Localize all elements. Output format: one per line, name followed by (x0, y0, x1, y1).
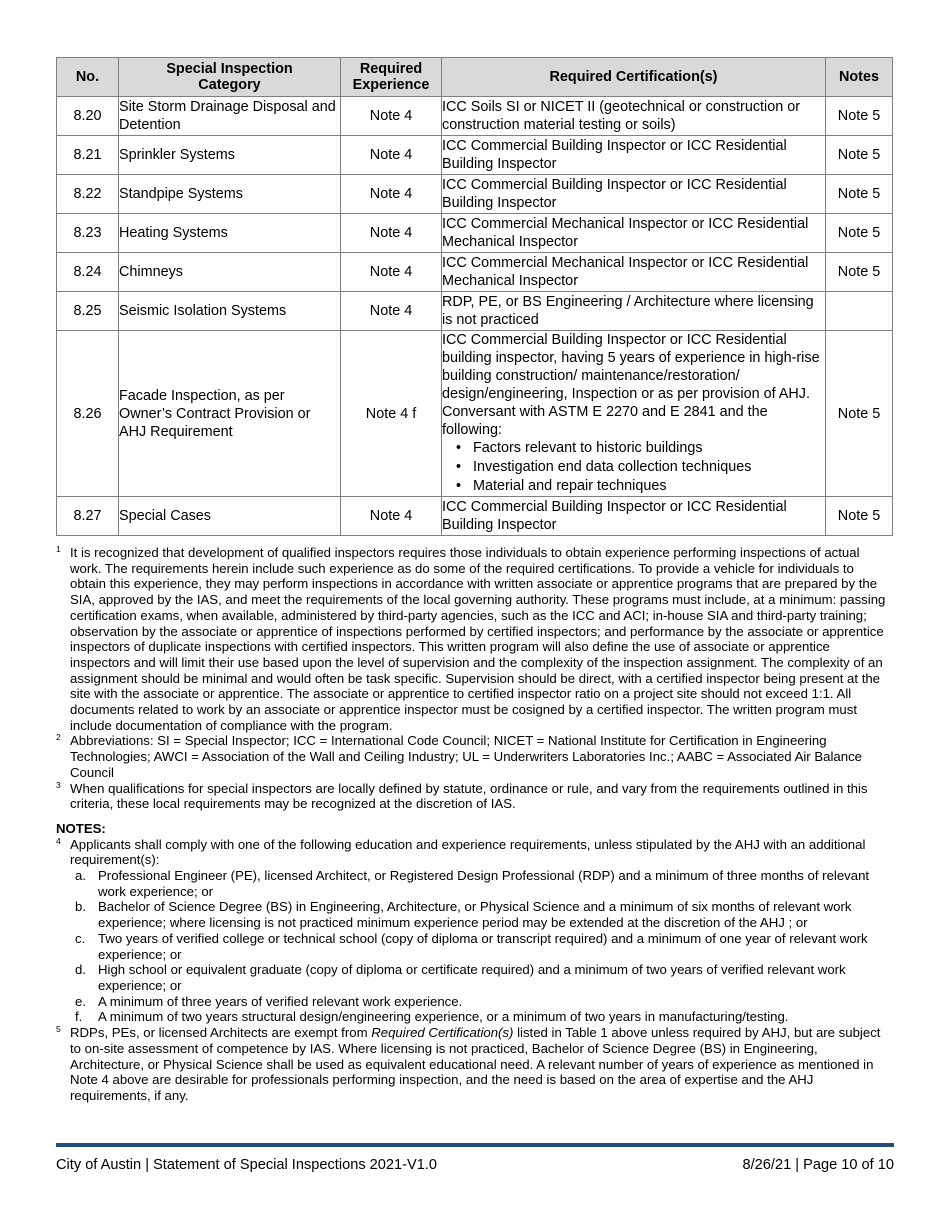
footer-rule (56, 1143, 894, 1147)
table-row (57, 214, 893, 253)
row-certification (442, 331, 826, 497)
row-certification: ICC Commercial Building Inspector or ICC Residential Building Inspector (442, 175, 826, 214)
row-no: 8.24 (57, 253, 119, 292)
header-category: Special Inspection Category (119, 58, 341, 97)
certification-text: ICC Commercial Building Inspector or ICC Residential building inspector, having 5 years of experience in high-rise building construction/ maintenance/restoration/ design/engineering, Inspection or as per provision of AHJ. Conversant with ASTM E 2270 and E 2841 and the following: (442, 332, 820, 438)
note-marker: 5 (56, 1024, 61, 1035)
footnotes (56, 545, 892, 1104)
row-certification: ICC Commercial Building Inspector or ICC Residential Building Inspector (442, 497, 826, 536)
header-experience: Required Experience (341, 58, 442, 97)
table-row (57, 175, 893, 214)
list-item-text: Two years of verified college or technical school (copy of diploma or transcript required) and a minimum of one year of relevant work experience; or (98, 930, 868, 962)
header-no: No. (57, 58, 119, 97)
row-no: 8.21 (57, 136, 119, 175)
row-no: 8.25 (57, 292, 119, 331)
row-notes: Note 5 (826, 497, 893, 536)
certification-bullet-list (442, 439, 825, 496)
footnote-1 (56, 545, 892, 733)
footer-document-title: City of Austin | Statement of Special Inspections 2021-V1.0 (56, 1157, 438, 1173)
note-marker: 4 (56, 835, 61, 846)
row-notes: Note 5 (826, 214, 893, 253)
list-item (70, 994, 892, 1010)
list-item (70, 1009, 892, 1025)
row-category: Chimneys (119, 253, 341, 292)
list-letter: c. (75, 930, 86, 946)
footnote-marker: 1 (56, 544, 61, 554)
footnote-text: Abbreviations: SI = Special Inspector; ICC = International Code Council; NICET = National Institute for Certification in Engineering Technologies; AWCI = Association of the Wall and Ceiling Industry; UL = Underwriters Laboratories Inc.; AABC = Associated Air Balance Council (70, 733, 863, 780)
row-category: Site Storm Drainage Disposal and Detention (119, 97, 341, 136)
footer-page-info: 8/26/21 | Page 10 of 10 (742, 1157, 894, 1173)
footnote-marker: 3 (56, 779, 61, 790)
table-row (57, 292, 893, 331)
list-item: • Factors relevant to historic buildings (456, 439, 825, 458)
row-certification: ICC Commercial Mechanical Inspector or ICC Residential Mechanical Inspector (442, 214, 826, 253)
footnote-text: When qualifications for special inspectors are locally defined by statute, ordinance or rule, and vary from the requirements outlined in this criteria, these local requirements may be recognized at the discretion of IAS. (70, 780, 868, 812)
footnote-marker: 2 (56, 732, 61, 743)
row-no: 8.22 (57, 175, 119, 214)
note-5 (56, 1025, 892, 1104)
note-5-text (70, 1025, 892, 1104)
row-notes: Note 5 (826, 175, 893, 214)
list-letter: d. (75, 962, 86, 978)
row-experience: Note 4 (341, 497, 442, 536)
row-experience: Note 4 (341, 292, 442, 331)
list-item-text: Professional Engineer (PE), licensed Architect, or Registered Design Professional (RDP) and a minimum of three months of relevant work experience; or (98, 868, 870, 899)
footnote-3 (56, 781, 892, 812)
row-experience: Note 4 (341, 136, 442, 175)
row-no: 8.26 (57, 331, 119, 497)
row-category: Seismic Isolation Systems (119, 292, 341, 331)
footnote-2 (56, 733, 892, 780)
note-4-options-list (70, 868, 892, 1025)
list-item-text: A minimum of two years structural design/engineering experience, or a minimum of two years in manufacturing/testing. (98, 1009, 789, 1025)
list-item: • Investigation end data collection techniques (456, 458, 825, 477)
page-content (56, 57, 892, 1104)
row-no: 8.20 (57, 97, 119, 136)
row-category: Heating Systems (119, 214, 341, 253)
table-row (57, 136, 893, 175)
list-letter: b. (75, 899, 86, 915)
row-category: Special Cases (119, 497, 341, 536)
note-5-italic-term: Required Certification(s) (371, 1025, 514, 1041)
row-notes: Note 5 (826, 97, 893, 136)
table-row (57, 331, 893, 497)
list-item-text: Bachelor of Science Degree (BS) in Engineering, Architecture, or Physical Science and a minimum of six months of relevant work experience; where licensing is not practiced minimum experience period may be extended at the discretion of the AHJ ; or (98, 899, 852, 931)
note-5-text-after: listed in Table 1 above unless required by AHJ, but are subject to on-site assessment of competence by IAS. Where licensing is not practiced, Bachelor of Science Degree (BS) in Engineering, Architecture, or Physical Science shall be used as equivalent educational need. A relevant number of years of experience as mentioned in Note 4 above are desirable for professionals performing inspection, and the need is based on the area of expertise and the AHJ requirements, if any. (70, 1025, 881, 1103)
list-item (70, 899, 892, 930)
list-item: • Material and repair techniques (456, 477, 825, 496)
row-notes: Note 5 (826, 136, 893, 175)
list-item (70, 868, 892, 899)
header-certification: Required Certification(s) (442, 58, 826, 97)
list-letter: e. (75, 993, 86, 1009)
row-experience: Note 4 (341, 175, 442, 214)
footnote-text: It is recognized that development of qualified inspectors requires those individuals to obtain experience performing inspections of actual work. The requirements herein include such experience as do some of the required certifications. To provide a vehicle for individuals to obtain this experience, they may perform inspections in accordance with written associate or apprentice programs that are prepared by the SIA, approved by the IAS, and meet the requirements of the local governing authority. These programs must include, at a minimum: passing certification exams, when available, administered by third-party agencies, such as the ICC and ACI; in-house SIA and third-party training; observation by the associate or apprentice of inspections performed by certified inspectors; and performance by the associate or apprentice inspectors of duplicate inspections with certified inspectors. This written program will also define the use of associate or apprentice inspectors and will limit their use based upon the level of supervision and the complexity of the inspection assignment. The complexity of an assignment should be minimal and would often be task specific. Supervision should be direct, with a certified inspector being present at the site with the associate or apprentice. The associate or apprentice to certified inspector ratio on a project site should not exceed 1:1. All documents related to work by an associate or apprentice inspector must be cosigned by a certified inspector. The written program must include documentation of compliance with the program. (70, 545, 886, 733)
row-certification: ICC Commercial Building Inspector or ICC Residential Building Inspector (442, 136, 826, 175)
row-no: 8.23 (57, 214, 119, 253)
row-certification: RDP, PE, or BS Engineering / Architecture where licensing is not practiced (442, 292, 826, 331)
list-item (70, 962, 892, 993)
list-item-text: High school or equivalent graduate (copy of diploma or certificate required) and a minimum of two years of verified relevant work experience; or (98, 962, 846, 993)
row-category: Facade Inspection, as per Owner’s Contract Provision or AHJ Requirement (119, 331, 341, 497)
table-row (57, 97, 893, 136)
row-category: Standpipe Systems (119, 175, 341, 214)
row-no: 8.27 (57, 497, 119, 536)
row-notes: Note 5 (826, 253, 893, 292)
table-header-row (57, 58, 893, 97)
special-inspections-table (56, 57, 893, 536)
row-certification: ICC Commercial Mechanical Inspector or ICC Residential Mechanical Inspector (442, 253, 826, 292)
table-row (57, 497, 893, 536)
row-experience: Note 4 (341, 214, 442, 253)
row-experience: Note 4 f (341, 331, 442, 497)
row-certification: ICC Soils SI or NICET II (geotechnical or construction or construction material testing or soils) (442, 97, 826, 136)
list-letter: f. (75, 1009, 83, 1025)
note-5-text-before: RDPs, PEs, or licensed Architects are exempt from (70, 1025, 372, 1041)
row-experience: Note 4 (341, 97, 442, 136)
row-notes (826, 292, 893, 331)
list-letter: a. (75, 868, 86, 884)
header-notes: Notes (826, 58, 893, 97)
row-experience: Note 4 (341, 253, 442, 292)
list-item-text: A minimum of three years of verified relevant work experience. (98, 993, 463, 1009)
row-notes: Note 5 (826, 331, 893, 497)
list-item (70, 931, 892, 962)
table-row (57, 253, 893, 292)
row-category: Sprinkler Systems (119, 136, 341, 175)
note-4 (56, 837, 892, 1025)
note-4-intro: Applicants shall comply with one of the following education and experience requirements, unless stipulated by the AHJ with an additional requirement(s): (70, 836, 866, 868)
notes-heading: NOTES: (56, 820, 106, 836)
